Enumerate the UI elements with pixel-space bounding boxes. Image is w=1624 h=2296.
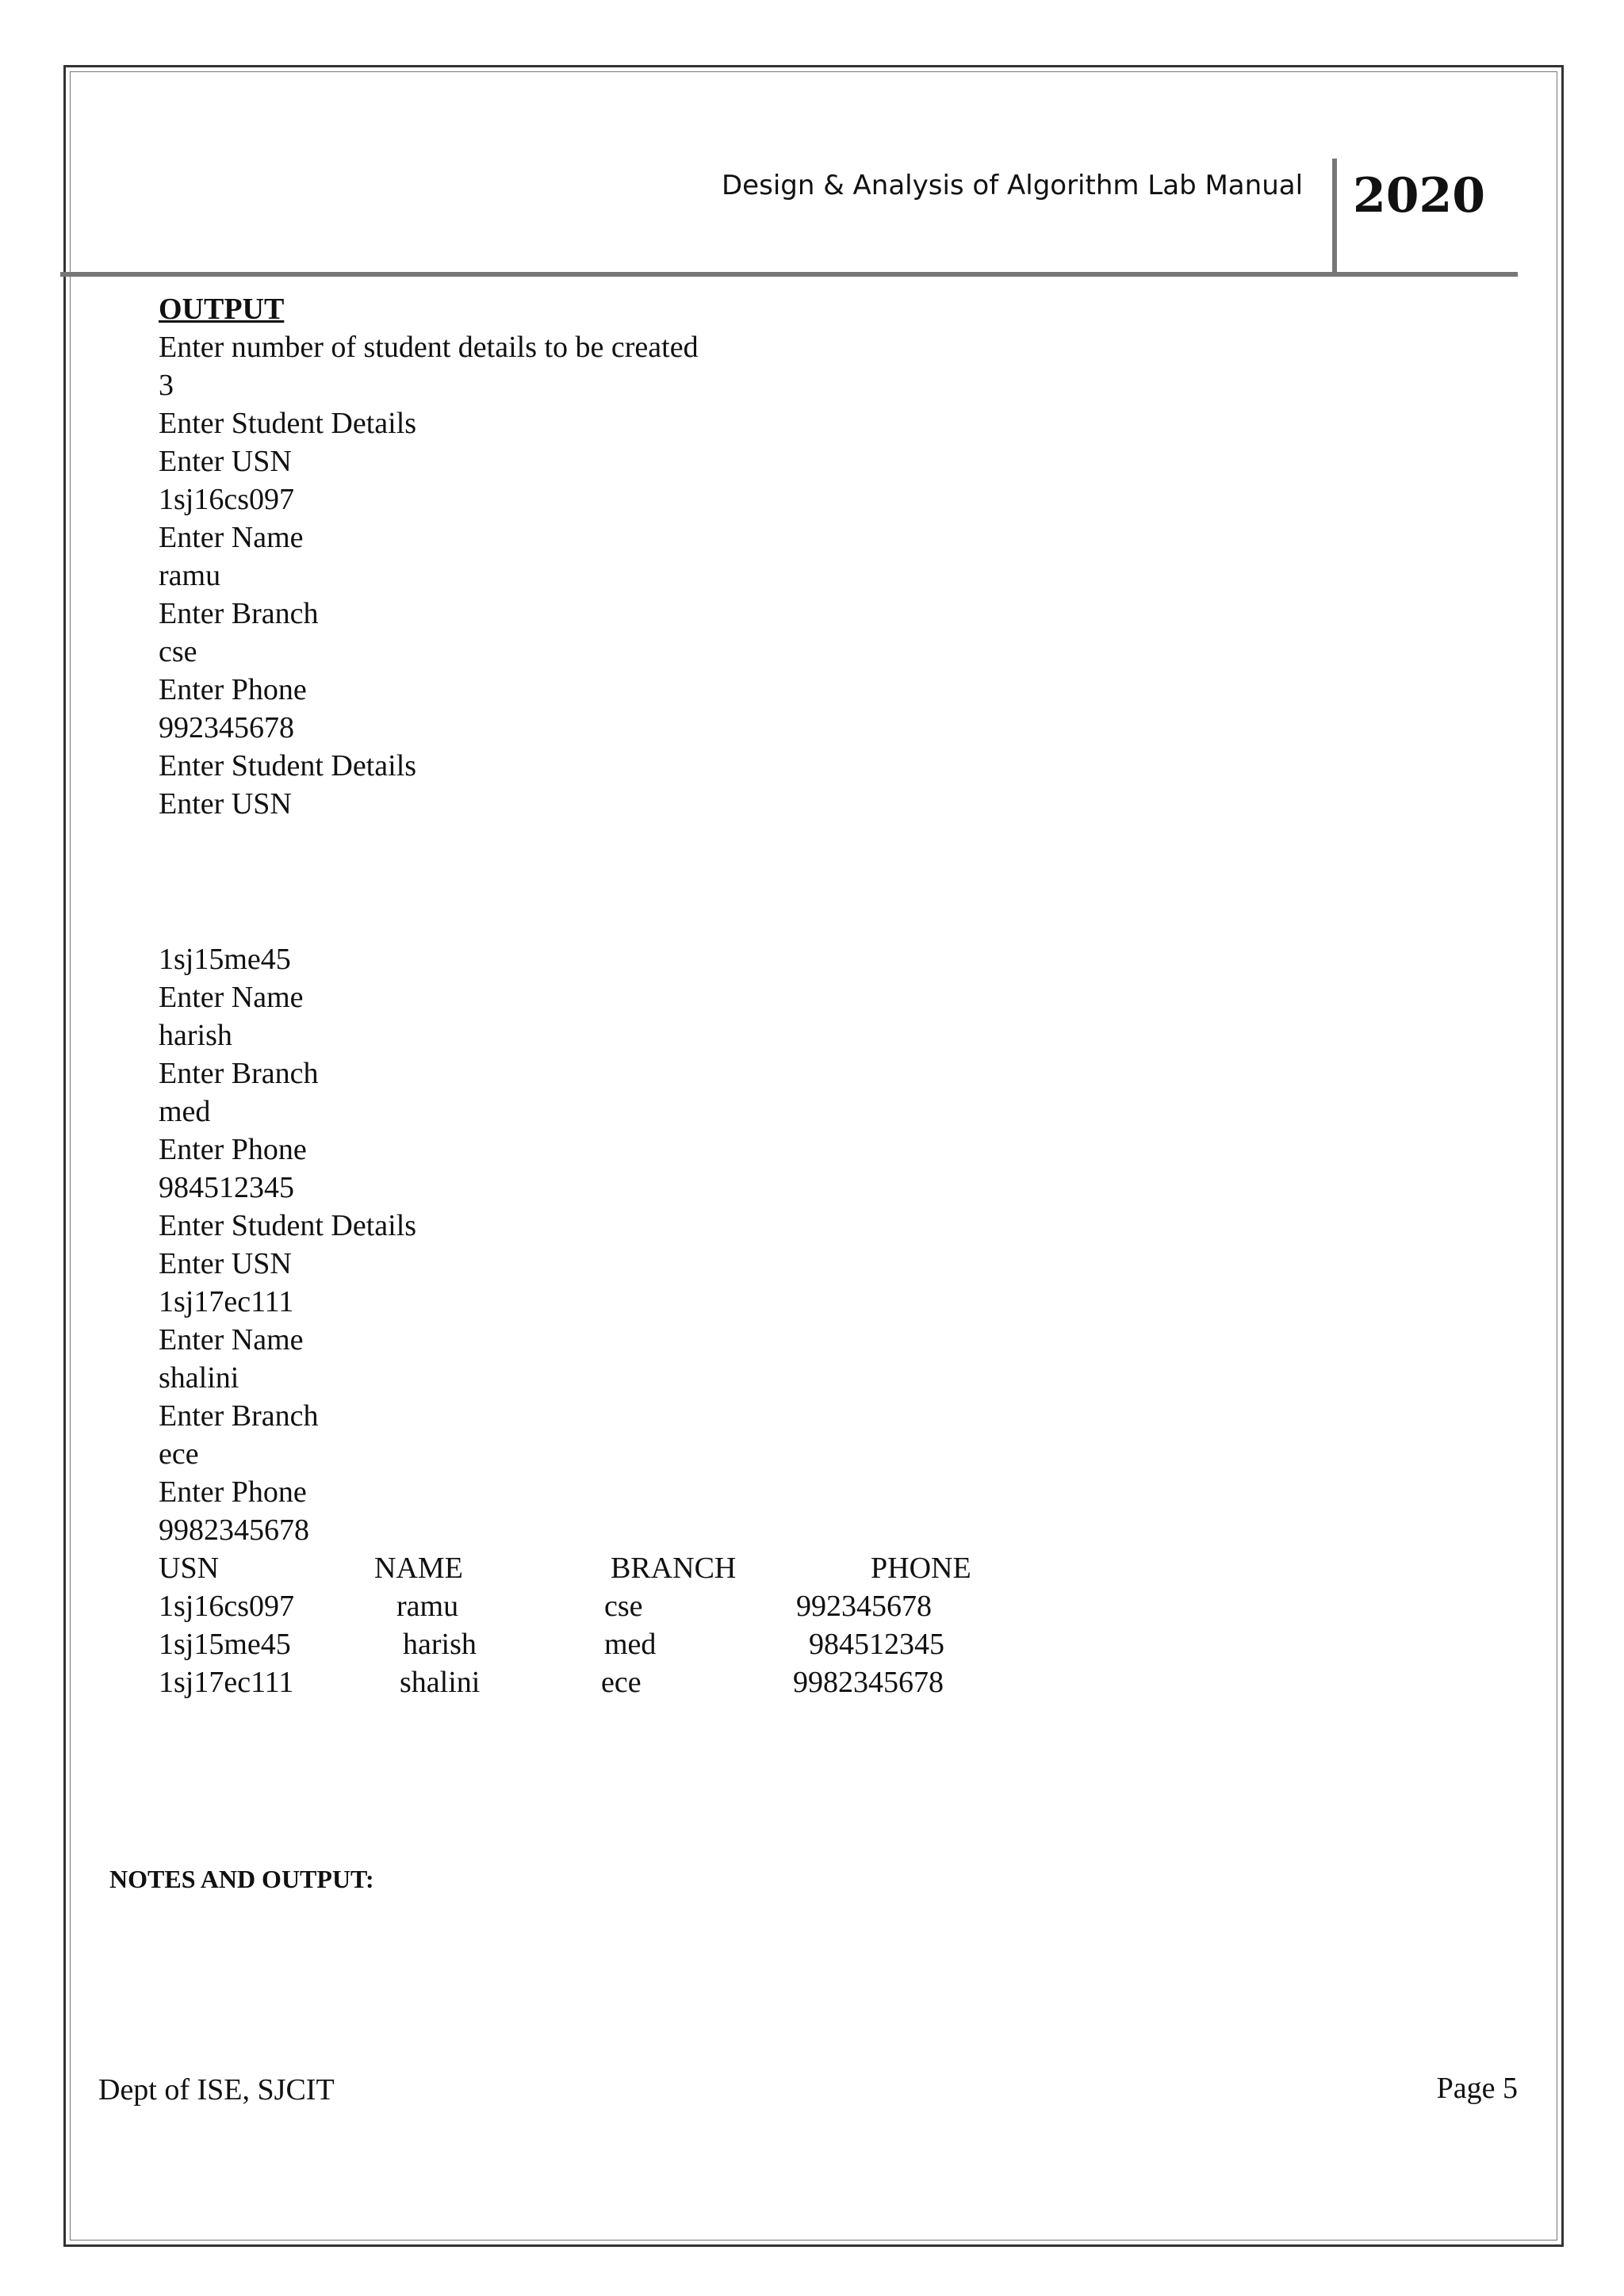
- output-line: Enter number of student details to be created: [159, 331, 699, 364]
- output-line: cse: [159, 635, 197, 668]
- table-cell-name: harish: [403, 1628, 477, 1661]
- output-line: Enter USN: [159, 787, 292, 821]
- table-header-row: [159, 1549, 1110, 1587]
- output-line: Enter USN: [159, 1247, 292, 1280]
- table-row: [159, 1663, 1110, 1701]
- table-cell-branch: med: [604, 1628, 657, 1661]
- table-cell-branch: ece: [601, 1666, 642, 1699]
- output-line: 992345678: [159, 711, 294, 744]
- output-line: 1sj15me45: [159, 943, 291, 976]
- table-row: [159, 1625, 1110, 1663]
- output-line: Enter Branch: [159, 1399, 319, 1433]
- output-line: Enter Phone: [159, 673, 307, 706]
- output-line: 3: [159, 369, 174, 402]
- table-header-name: NAME: [374, 1552, 463, 1585]
- output-line: 1sj16cs097: [159, 483, 294, 516]
- output-section-part2: [159, 940, 416, 1549]
- header-year: 2020: [1353, 168, 1485, 224]
- table-header-usn: USN: [159, 1552, 220, 1585]
- output-line: Enter Phone: [159, 1475, 307, 1509]
- output-line: shalini: [159, 1361, 239, 1395]
- header-title: Design & Analysis of Algorithm Lab Manual: [722, 170, 1304, 201]
- notes-heading: NOTES AND OUTPUT:: [109, 1865, 374, 1893]
- output-line: 1sj17ec111: [159, 1285, 294, 1318]
- output-line: Enter Name: [159, 1323, 304, 1357]
- table-cell-branch: cse: [604, 1590, 643, 1623]
- student-table: [159, 1549, 1110, 1701]
- output-section-part1: [159, 290, 699, 823]
- output-line: 9982345678: [159, 1513, 309, 1547]
- output-line: Enter Name: [159, 981, 304, 1014]
- output-line: harish: [159, 1019, 232, 1052]
- output-line: Enter Phone: [159, 1133, 307, 1166]
- header-divider: [1332, 159, 1337, 274]
- output-line: Enter USN: [159, 445, 292, 478]
- output-line: Enter Student Details: [159, 407, 417, 440]
- output-line: Enter Name: [159, 521, 304, 554]
- output-line: Enter Student Details: [159, 1209, 417, 1242]
- table-cell-usn: 1sj16cs097: [159, 1590, 294, 1623]
- output-line: ece: [159, 1437, 199, 1471]
- table-cell-name: ramu: [396, 1590, 459, 1623]
- output-line: 984512345: [159, 1171, 294, 1204]
- output-line: Enter Branch: [159, 597, 319, 630]
- output-line: ramu: [159, 559, 221, 592]
- output-line: med: [159, 1095, 211, 1128]
- table-row: [159, 1587, 1110, 1625]
- table-cell-phone: 984512345: [809, 1628, 944, 1661]
- table-cell-usn: 1sj15me45: [159, 1628, 291, 1661]
- table-cell-phone: 9982345678: [793, 1666, 944, 1699]
- table-cell-usn: 1sj17ec111: [159, 1666, 294, 1699]
- table-cell-name: shalini: [400, 1666, 481, 1699]
- table-header-phone: PHONE: [871, 1552, 971, 1585]
- footer-department: Dept of ISE, SJCIT: [98, 2073, 335, 2107]
- table-header-branch: BRANCH: [611, 1552, 737, 1585]
- footer-page-number: Page 5: [1436, 2072, 1518, 2105]
- table-cell-phone: 992345678: [796, 1590, 932, 1623]
- output-line: Enter Branch: [159, 1057, 319, 1090]
- output-line: Enter Student Details: [159, 749, 417, 783]
- header-rule: [60, 272, 1518, 277]
- output-heading: OUTPUT: [159, 293, 285, 326]
